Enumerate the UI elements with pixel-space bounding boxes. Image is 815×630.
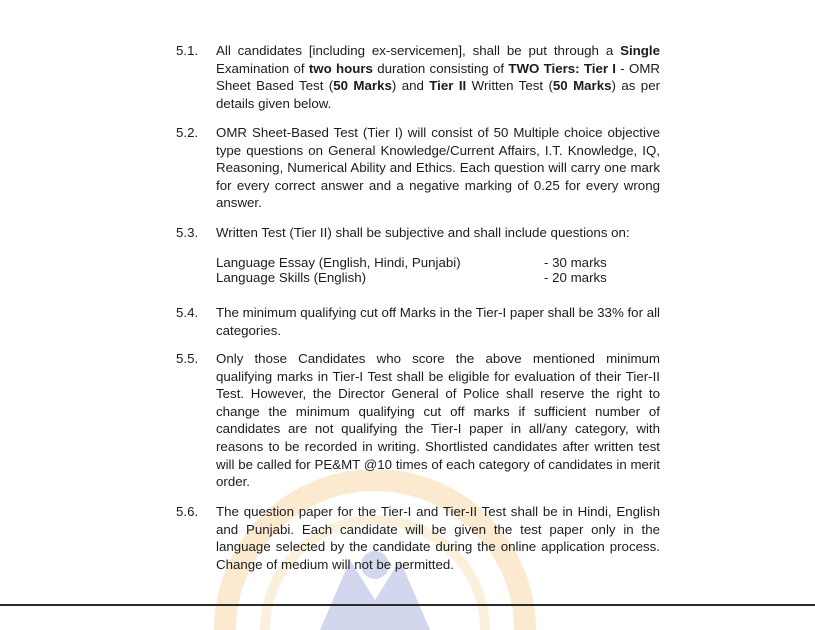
clause-5-6 bbox=[176, 503, 660, 573]
clause-number: 5.6. bbox=[176, 504, 199, 519]
clause-text: OMR Sheet-Based Test (Tier I) will consist of 50 Multiple choice objective type questions on General Knowledge/Current Affairs, I.T. Knowledge, IQ, Reasoning, Numerical Ability and Ethics. Each question will carry one mark for every correct answer and a negative marking of 0.25 for every wrong answer. bbox=[216, 125, 660, 211]
clause-5-3 bbox=[176, 224, 660, 242]
clause-text: The minimum qualifying cut off Marks in the Tier-I paper shall be 33% for all categories. bbox=[216, 305, 660, 338]
tier2-subject: Language Essay (English, Hindi, Punjabi) bbox=[216, 255, 461, 270]
clause-5-5 bbox=[176, 350, 660, 491]
clause-text: All candidates [including ex-servicemen], shall be put through a Single Examination of two hours duration consisting of TWO Tiers: Tier I - OMR Sheet Based Test (50 Marks) and Tier II Written Test (50 Marks) as per details given below. bbox=[216, 43, 661, 111]
tier2-mark: - 30 marks bbox=[544, 255, 607, 270]
clause-5-1 bbox=[176, 42, 660, 112]
clause-5-4 bbox=[176, 304, 660, 339]
page-bottom-rule bbox=[0, 604, 815, 606]
clause-number: 5.4. bbox=[176, 305, 199, 320]
clause-number: 5.3. bbox=[176, 225, 199, 240]
clause-text: Only those Candidates who score the above mentioned minimum qualifying marks in Tier-I Test shall be eligible for evaluation of their Tier-II Test. However, the Director General of Police shall reserve the right to change the minimum qualifying cut off marks if sufficient number of candidates are not qualifying the Tier-I paper in all/any category, with reasons to be recorded in writing. Shortlisted candidates after written test will be called for PE&MT @10 times of each category of candidates in merit order. bbox=[216, 351, 660, 490]
tier2-subject: Language Skills (English) bbox=[216, 270, 367, 285]
clause-number: 5.1. bbox=[176, 43, 199, 58]
clause-number: 5.5. bbox=[176, 351, 199, 366]
clause-5-2 bbox=[176, 124, 660, 212]
clause-text: Written Test (Tier II) shall be subjective and shall include questions on: bbox=[216, 225, 630, 240]
clause-text: The question paper for the Tier-I and Tier-II Test shall be in Hindi, English and Punjabi. Each candidate will be given the test paper only in the language selected by the candidate during the online application process. Change of medium will not be permitted. bbox=[216, 504, 660, 572]
clause-number: 5.2. bbox=[176, 125, 199, 140]
tier2-mark: - 20 marks bbox=[544, 270, 607, 285]
